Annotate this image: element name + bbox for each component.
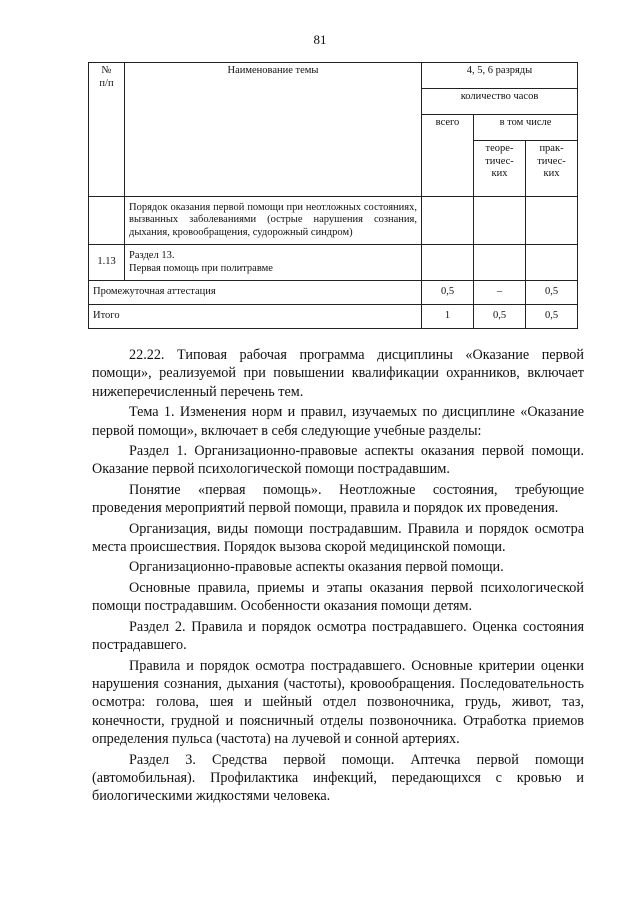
summary-total: 1 bbox=[422, 305, 474, 329]
header-grades: 4, 5, 6 разряды bbox=[422, 63, 578, 89]
paragraph: 22.22. Типовая рабочая программа дисциплины «Оказание первой помощи», реализуемой при повышении квалификации охранников, включает нижеперечисленный перечень тем. bbox=[92, 347, 584, 400]
paragraph: Организационно-правовые аспекты оказания первой помощи. bbox=[129, 559, 504, 576]
header-hours: количество часов bbox=[422, 89, 578, 115]
summary-label: Промежуточная аттестация bbox=[89, 281, 422, 305]
paragraph: Раздел 2. Правила и порядок осмотра пострадавшего. Оценка состояния пострадавшего. bbox=[92, 618, 584, 654]
header-theory: теоре- тичес- ких bbox=[474, 141, 526, 197]
table-row bbox=[89, 245, 578, 281]
summary-row bbox=[89, 305, 578, 329]
row-topic: Порядок оказания первой помощи при неотложных состояниях, вызванных заболеваниями (острые нарушения сознания, дыхания, кровообращения, судорожный синдром) bbox=[125, 197, 422, 245]
summary-theory: – bbox=[474, 281, 526, 305]
header-including: в том числе bbox=[474, 115, 578, 141]
row-num: 1.13 bbox=[89, 245, 125, 281]
header-total: всего bbox=[422, 115, 474, 197]
summary-total: 0,5 bbox=[422, 281, 474, 305]
header-num: № п/п bbox=[89, 63, 125, 197]
header-topic: Наименование темы bbox=[125, 63, 422, 197]
body-text bbox=[92, 346, 584, 808]
table-header-row bbox=[89, 63, 578, 89]
row-theory bbox=[474, 197, 526, 245]
row-theory bbox=[474, 245, 526, 281]
paragraph: Раздел 3. Средства первой помощи. Аптечка первой помощи (автомобильная). Профилактика инфекций, передающихся с кровью и биологическими жидкостями человека. bbox=[92, 751, 584, 805]
summary-practice: 0,5 bbox=[526, 281, 578, 305]
row-practice bbox=[526, 197, 578, 245]
summary-row bbox=[89, 281, 578, 305]
row-total bbox=[422, 245, 474, 281]
row-num bbox=[89, 197, 125, 245]
paragraph: Понятие «первая помощь». Неотложные состояния, требующие проведения мероприятий первой помощи, правила и порядок их проведения. bbox=[92, 481, 584, 517]
paragraph: Раздел 1. Организационно-правовые аспекты оказания первой помощи. Оказание первой психологической помощи пострадавшим. bbox=[92, 443, 584, 478]
summary-theory: 0,5 bbox=[474, 305, 526, 329]
summary-label: Итого bbox=[89, 305, 422, 329]
table-row bbox=[89, 197, 578, 245]
paragraph: Тема 1. Изменения норм и правил, изучаемых по дисциплине «Оказание первой помощи», включает в себя следующие учебные разделы: bbox=[92, 404, 584, 439]
paragraph: Организация, виды помощи пострадавшим. Правила и порядок осмотра места происшествия. Порядок вызова скорой медицинской помощи. bbox=[92, 520, 584, 556]
page-number: 81 bbox=[313, 32, 327, 47]
header-practice: прак- тичес- ких bbox=[526, 141, 578, 197]
row-topic: Раздел 13. Первая помощь при политравме bbox=[125, 245, 422, 281]
paragraph: Правила и порядок осмотра пострадавшего. Основные критерии оценки нарушения сознания, дыхания (частоты), кровообращения. Последовательность осмотра: голова, шея и шейный отдел позвоночника, грудь, живот, таз, конечности, грудной и поясничный отделы позвоночника. Отработка приемов определения пульса (частота) на лучевой и сонной артериях. bbox=[92, 657, 584, 748]
summary-practice: 0,5 bbox=[526, 305, 578, 329]
hours-table bbox=[88, 62, 578, 329]
row-total bbox=[422, 197, 474, 245]
paragraph: Основные правила, приемы и этапы оказания первой психологической помощи пострадавшим. Особенности оказания помощи детям. bbox=[92, 579, 584, 615]
row-practice bbox=[526, 245, 578, 281]
